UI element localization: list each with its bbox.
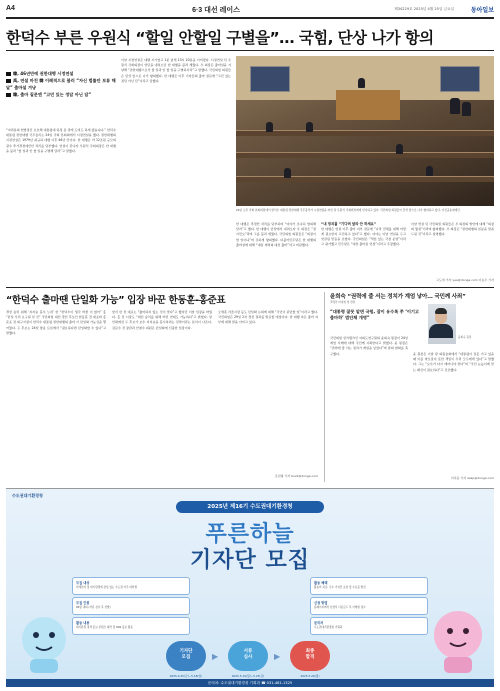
bullet-mark bbox=[6, 72, 11, 76]
bullet-mark bbox=[6, 93, 11, 97]
lead-column-4 bbox=[321, 222, 406, 279]
photo-desk-row bbox=[236, 130, 494, 136]
ad-info-box: 신청 방법 홈페이지에서 신청서 다운로드 후 이메일 접수 bbox=[310, 597, 428, 615]
ad-info-box: 활동 내용 대기환경 정책 홍보 콘텐츠 제작 및 SNS 홍보 활동 bbox=[72, 617, 190, 635]
right-story-headline: 윤희숙 “권력에 줄 서는 정치가 계엄 낳아… 국민께 사죄” bbox=[330, 294, 466, 300]
mascot-right-icon bbox=[426, 601, 490, 677]
ad-step-3 bbox=[290, 641, 330, 678]
photo-desk-row bbox=[236, 176, 494, 182]
photo-podium bbox=[336, 90, 400, 120]
section-rule bbox=[6, 287, 494, 288]
issue-meta: 제34229호 2025년 4월 25일 금요일 bbox=[394, 7, 454, 11]
ad-info-box: 모집 인원 00명 내외 (서류 심사 후 선발) bbox=[72, 597, 190, 615]
section-title: 6·3 대선 레이스 bbox=[192, 7, 240, 14]
photo-caption: 24일 오후 국회 본회의장에서 한덕수 대통령 권한대행 국무총리가 시정연설을 마친 뒤 우원식 국회의장에게 인사하고 있다. 국민의힘 의원들이 단상 앞으로 나가 항의하고 있다. 사진공동취재단 bbox=[236, 208, 460, 212]
ad-footer: 문의처: 수도권대기환경청 기획과 ☎ 031-481-1325 bbox=[6, 679, 494, 687]
ad-step-label: 서류 심사 bbox=[243, 649, 253, 660]
arrow-right-icon: ▶ bbox=[274, 652, 281, 661]
lead-column-5: 이날 연설 뒤 국민의힘 의원들은 우 의장의 발언에 대해 “의장의 월권”이라며 항의했다. 우 의장은 “권한대행의 본분을 말씀드린 것”이라고 설명했다. bbox=[411, 222, 494, 237]
photo-person bbox=[396, 144, 403, 154]
ad-step-label: 최종 합격 bbox=[305, 649, 315, 660]
column-body: 한 대행은 연설 이후 출마 여부 질문에 “나라 전체를 위해 어떤 게 필요한지 고민하고 있다”고 했다. 여야는 이날 연설을 두고 엇갈린 반응을 보였다. 국민의힘은 “책임 있는 국정 운영”이라고 평가했고 민주당은 “대선 출마용 연설”이라고 주장했다. bbox=[321, 226, 406, 247]
ad-step-1 bbox=[166, 641, 206, 678]
photo-person bbox=[450, 98, 460, 114]
photo-screen bbox=[250, 66, 290, 92]
ad-info-box: 모집 대상 미세먼지 및 대기환경에 관심 있는 수도권 거주 대학생 bbox=[72, 577, 190, 595]
left-story-column-1: 경선 승리 위해 ‘지지층 흡수 노려’ 한 “한덕수이 생각 바뀐 이 없어” 홍 “단일 우리 요구될 일 것” 국민의힘 대선 경선 후보인 한동훈 전 대표와 홍준표 전 대구시장이 한덕수 대통령 권한대행의 출마 시 단일화 가능성을 열어뒀다. 두 후보는 24일 방송 토론에서 “필요하다면 단일화할 수 있다”고 말했다. bbox=[6, 310, 106, 335]
ad-step-date: 2025.5.26(월) bbox=[300, 674, 320, 678]
photo-person bbox=[284, 168, 291, 178]
right-story-kicker: 尹정부 비대위 첫 연설 bbox=[330, 301, 356, 304]
lead-column-2: 이날 시정연설은 대행 시기였고 1분 넘게 13시 20분을 이어졌다. 시정연설 뒤 우원식 국회의장이 연단을 내려오던 한 대행을 불러 세웠다. 우 의장은 출마설을 겨냥해 “권한대행으로서 할 일과 안 할 일을 구별하시라”고 말했다. 국민의힘 의원들은 단상 앞으로 나가 항의했다. 한 대행은 이후 기자들의 출마 질문에 “고민 있는 정답 아닌 답”이라고 답했다. bbox=[121, 58, 231, 83]
ad-step-2 bbox=[228, 641, 268, 678]
photo-person bbox=[358, 78, 365, 88]
ad-title-line-1: 푸른하늘 bbox=[205, 522, 295, 547]
ad-info-box: 문의처 수도권대기환경청 기획과 bbox=[310, 617, 428, 635]
left-story-headline: “한덕수 출마땐 단일화 가능” 입장 바꾼 한동훈-홍준표 bbox=[6, 295, 226, 306]
column-subheading: “내 정치를 ”기다려 달라 안 하세요” bbox=[321, 222, 377, 226]
photo-person bbox=[426, 166, 433, 176]
left-story-column-2: 앞서 한 전 대표는 “출마하지 않는 것이 맞다”고 했지만 이날 입장을 바꿨다. 홍 전 시장도 “대선 승리를 위해 어떤 연대도 가능하다”고 밝혔다. 당 안팎에선 두 후보가 보수 지지층을 흡수하려는 전략이라는 분석이 나온다. 김문수 전 장관과 안철수 의원은 단일화에 신중한 입장이다. bbox=[112, 310, 212, 330]
subhead: 禹, 연설 마친 韓 이례적으로 불러 “자신 법률안 보류 해달” 출마설 겨냥 bbox=[6, 78, 116, 90]
ad-step-date: 2025.4.25(금)~5.18(일) bbox=[169, 674, 203, 678]
header-rule bbox=[6, 17, 494, 19]
lead-photo bbox=[236, 56, 494, 206]
lead-byline: 고도예 기자 yea@donga.com 이승우 기자 bbox=[436, 278, 494, 282]
photo-person bbox=[306, 122, 313, 132]
lead-column-1: “여러분의 헌법정신 보호해 대통령대 하정 용 권에 도비도 하게 됐습니다.” 한덕수 대통령 권한대행 국무총리는 24일 국회 본회의에서 시정연설을 했다. 권한대행의 시정연설은 1979년 최규하 대행 이후 46년 만이다. 한 대행은 약 12조원 규모의 필수 추가경정예산안 처리를 당부했다. 연설이 끝나자 우원식 국회의장은 한 대행을 불러 “할 일과 안 할 일을 구별해 달라”고 말했다. bbox=[6, 128, 116, 153]
page-header bbox=[6, 2, 494, 18]
right-story-byline: 이지윤 기자 asap@donga.com bbox=[450, 476, 494, 480]
photo-person bbox=[266, 122, 273, 132]
left-story-column-3: 오세훈 서울시장 등도 단일화 논의에 대해 “국민이 판단할 일”이라고 했다. 국민의힘은 29일 2차 경선 결과를 발표할 예정이다. 한 대행 측은 출마 여부에 대해 말을 아끼고 있다. bbox=[218, 310, 318, 325]
subhead: 韓, 출마 질문엔 “고민 있는 정답 아닌 답” bbox=[6, 91, 116, 98]
headline-rule bbox=[6, 50, 494, 51]
newspaper-logo: 동아일보 bbox=[470, 7, 494, 14]
photo-desk-row bbox=[236, 152, 494, 158]
right-story-column-1: 국민의힘 싱크탱크인 여의도연구원의 윤희숙 원장이 24일 계엄 사태에 대해 국민께 사죄한다고 밝혔다. 윤 원장은 “권력에 줄 서는 정치가 계엄을 낳았다”며 당의 변화를 촉구했다. bbox=[330, 336, 408, 356]
subhead: 韓, 46년만에 권한대행 시정연설 bbox=[6, 70, 116, 77]
lead-column-3: 한 대행은 추경안 처리를 당부하며 “여야가 조속히 합의해 달라”고 했다. 한 대행이 단상에서 내려오자 우 의장은 “잠시만요”라며 그를 불러 세웠다. 국민의힘 의원들은 “의장이 할 일이냐”며 강하게 항의했다. 더불어민주당은 한 대행의 출마설에 대해 “내란 세력의 대선 출마”라고 비판했다. bbox=[236, 222, 316, 247]
advertisement bbox=[6, 488, 494, 687]
right-story-column-2: 윤 원장은 이날 당 의원총회에서 “대통령이 잘못 가고 있을 때 이를 바로잡지 못한 책임이 우리 모두에게 있다”고 말했다. 그는 “보수가 다시 태어나야 한다”며 “국민 눈높이에 맞는 쇄신이 필요하다”고 강조했다. bbox=[413, 352, 494, 372]
ad-info-box: 활동 혜택 활동비 지급, 우수 기자단 표창 및 수료증 발급 bbox=[310, 577, 428, 595]
right-story-portrait bbox=[428, 304, 456, 344]
bullet-mark bbox=[6, 79, 11, 83]
right-story-subhead: “대통령 잘못 알면 국힘, 잡이 유수록 쭈 ‘이기고 출마하’ 법안체 개명” bbox=[330, 309, 419, 320]
page-number: A4 bbox=[6, 5, 15, 12]
column-divider bbox=[324, 292, 325, 482]
portrait-caption: 윤희숙 원장 bbox=[458, 336, 472, 339]
mascot-left-icon bbox=[16, 609, 72, 677]
ad-title-line-2: 기자단 모집 bbox=[190, 548, 310, 573]
photo-person bbox=[462, 102, 471, 116]
portrait-hair bbox=[435, 308, 447, 314]
arrow-right-icon: ▶ bbox=[212, 652, 219, 661]
photo-screen bbox=[440, 66, 480, 92]
lead-headline: 한덕수 부른 우원식 “할일 안할일 구별을”… 국힘, 단상 나가 항의 bbox=[6, 29, 434, 47]
ad-step-date: 2025.5.19(월)~5.23(금) bbox=[231, 674, 265, 678]
portrait-suit bbox=[429, 324, 453, 338]
ad-banner: 2025년 제16기 수도권대기환경청 bbox=[176, 501, 324, 513]
ad-step-label: 기자단 모집 bbox=[179, 649, 193, 660]
left-story-byline: 조권형 기자 buzz@donga.com bbox=[274, 474, 318, 478]
lead-subheads bbox=[6, 70, 116, 98]
ad-agency: 수도권대기환경청 bbox=[12, 493, 43, 498]
